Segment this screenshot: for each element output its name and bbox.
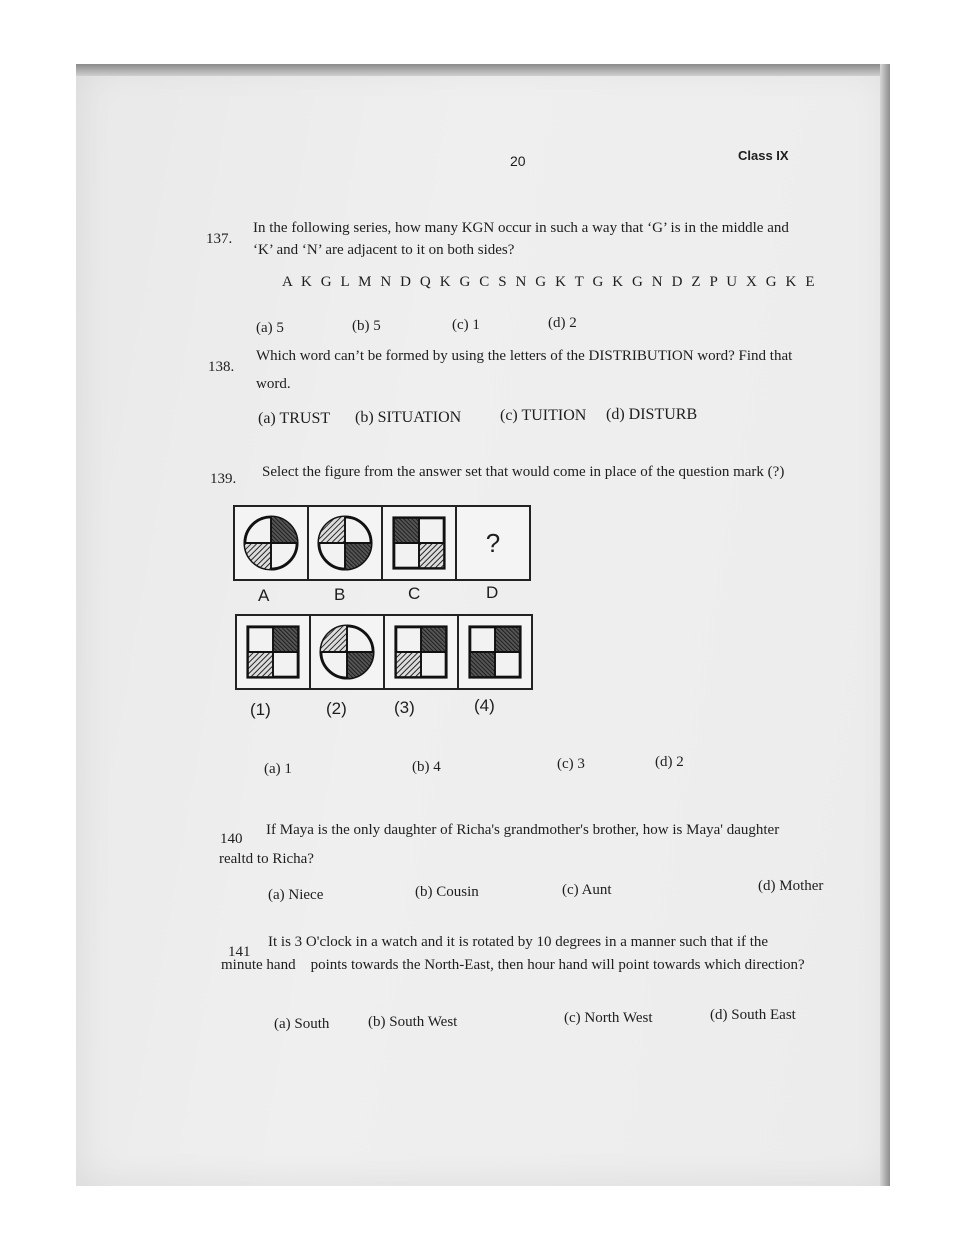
option-c[interactable]: (c) 3	[557, 756, 585, 772]
answer-figure-row	[235, 614, 533, 690]
figure-c	[383, 507, 457, 579]
page-number: 20	[510, 153, 526, 169]
question-figure-row	[233, 505, 531, 581]
square-quadrant-icon	[392, 623, 450, 681]
circle-quadrant-icon	[318, 623, 376, 681]
option-d[interactable]: (d) 2	[655, 754, 684, 770]
question-number: 141	[228, 944, 251, 960]
option-d[interactable]: (d) Mother	[758, 878, 824, 894]
option-d[interactable]: (d) South East	[710, 1007, 796, 1023]
question-text: In the following series, how many KGN occur in such a way that ‘G’ is in the middle and	[253, 220, 789, 236]
figure-label-b: B	[334, 585, 346, 604]
option-b[interactable]: (b) Cousin	[415, 884, 479, 900]
figure-d	[457, 507, 529, 579]
option-a[interactable]: (a) 5	[256, 320, 284, 336]
option-a[interactable]: (a) Niece	[268, 887, 324, 903]
question-number: 140	[220, 831, 243, 847]
question-text: It is 3 O'clock in a watch and it is rotated by 10 degrees in a manner such that if the	[268, 934, 769, 950]
square-quadrant-icon	[244, 623, 302, 681]
figure-label-c: C	[408, 584, 421, 603]
answer-label-3: (3)	[394, 698, 415, 717]
answer-figure-2[interactable]	[311, 616, 385, 688]
option-b[interactable]: (b) South West	[368, 1014, 458, 1030]
answer-label-1: (1)	[250, 700, 271, 719]
option-c[interactable]: (c) Aunt	[562, 882, 612, 898]
option-b[interactable]: (b) SITUATION	[355, 409, 462, 426]
question-number: 137.	[206, 231, 233, 247]
question-text: minute hand points towards the North-East, then hour hand will point towards which direction?	[221, 957, 805, 973]
option-b[interactable]: (b) 5	[352, 318, 381, 334]
letter-series: A K G L M N D Q K G C S N G K T G K G N D Z P U X G K E	[282, 274, 818, 290]
square-quadrant-icon	[390, 514, 448, 572]
answer-label-2: (2)	[326, 699, 347, 718]
option-d[interactable]: (d) DISTURB	[606, 406, 698, 423]
figure-b	[309, 507, 383, 579]
option-c[interactable]: (c) TUITION	[500, 407, 587, 424]
square-quadrant-icon	[466, 623, 524, 681]
circle-quadrant-icon	[242, 514, 300, 572]
option-c[interactable]: (c) 1	[452, 317, 480, 333]
question-number: 138.	[208, 359, 235, 375]
question-text: word.	[256, 376, 291, 392]
option-b[interactable]: (b) 4	[412, 759, 441, 775]
figure-a	[235, 507, 309, 579]
question-text: Select the figure from the answer set that would come in place of the question mark (?)	[262, 464, 785, 480]
option-c[interactable]: (c) North West	[564, 1010, 653, 1026]
scan-edge-top	[76, 64, 890, 76]
figure-label-d: D	[486, 583, 499, 602]
answer-label-4: (4)	[474, 696, 495, 715]
circle-quadrant-icon	[316, 514, 374, 572]
option-d[interactable]: (d) 2	[548, 315, 577, 331]
question-text: If Maya is the only daughter of Richa's grandmother's brother, how is Maya' daughter	[266, 822, 780, 838]
question-text: ‘K’ and ‘N’ are adjacent to it on both sides?	[253, 242, 515, 258]
option-a[interactable]: (a) TRUST	[258, 410, 331, 427]
class-label: Class IX	[738, 148, 789, 163]
answer-figure-4[interactable]	[459, 616, 531, 688]
question-number: 139.	[210, 471, 237, 487]
question-text: realtd to Richa?	[219, 851, 314, 867]
option-a[interactable]: (a) 1	[264, 761, 292, 777]
answer-figure-3[interactable]	[385, 616, 459, 688]
question-mark: ?	[485, 527, 501, 558]
option-a[interactable]: (a) South	[274, 1016, 330, 1032]
answer-figure-1[interactable]	[237, 616, 311, 688]
question-text: Which word can’t be formed by using the letters of the DISTRIBUTION word? Find that	[256, 348, 793, 364]
figure-label-a: A	[258, 586, 270, 605]
scan-edge-right	[880, 64, 890, 1186]
